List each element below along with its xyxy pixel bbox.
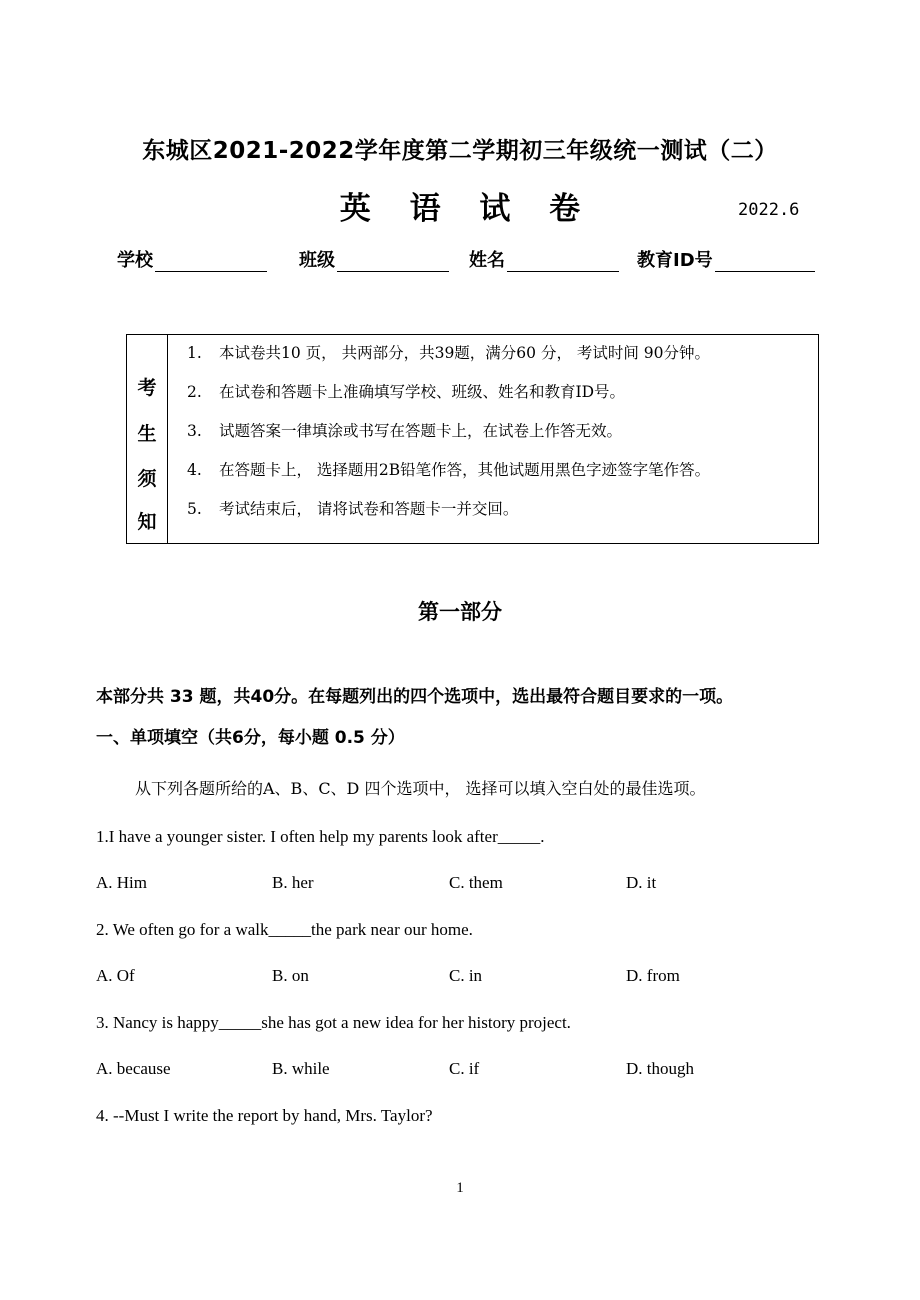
section-intro: 本部分共 33 题，共40分。在每题列出的四个选项中，选出最符合题目要求的一项。 (96, 687, 734, 707)
section-title: 第一部分 (418, 600, 502, 624)
answer-option: A. Him (96, 873, 147, 892)
field-education-id-blank (715, 251, 815, 272)
notice-item-text: 本试卷共10 页， 共两部分，共39题，满分60 分， 考试时间 90分钟。 (219, 344, 711, 362)
answer-option: C. in (449, 966, 483, 985)
field-education-id (637, 246, 815, 272)
notice-item (187, 497, 518, 519)
answer-option: C. if (449, 1059, 480, 1078)
notice-item (187, 419, 622, 441)
answer-option: A. Of (96, 966, 135, 985)
notice-heading-char: 考 (137, 377, 157, 399)
question-stem: 2. We often go for a walk_____the park near our home. (96, 920, 473, 939)
field-name (469, 246, 619, 272)
answer-option: B. her (272, 873, 314, 892)
question-stem: 1.I have a younger sister. I often help my parents look after_____. (96, 827, 545, 846)
notice-item-number: 3. (187, 422, 202, 440)
answer-option: D. from (626, 966, 680, 985)
notice-heading-char: 生 (137, 423, 157, 445)
notice-divider (167, 335, 168, 543)
notice-item (187, 380, 625, 402)
answer-option: B. on (272, 966, 309, 985)
notice-item-text: 在试卷和答题卡上准确填写学校、班级、姓名和教育ID号。 (219, 383, 626, 401)
field-education-id-label: 教育ID号 (637, 250, 713, 271)
notice-item-number: 1. (187, 344, 202, 362)
field-class-label: 班级 (299, 250, 335, 271)
question-stem: 3. Nancy is happy_____she has got a new idea for her history project. (96, 1013, 571, 1032)
candidate-notice-box (126, 334, 819, 544)
field-name-blank (507, 251, 619, 272)
notice-item (187, 458, 710, 480)
field-class (299, 246, 449, 272)
notice-item-text: 试题答案一律填涂或书写在答题卡上，在试卷上作答无效。 (219, 422, 623, 440)
field-name-label: 姓名 (469, 250, 505, 271)
field-school-blank (155, 251, 267, 272)
question-stem: 4. --Must I write the report by hand, Mrs. Taylor? (96, 1106, 433, 1125)
part-heading: 一、单项填空（共6分，每小题 0.5 分） (96, 728, 405, 748)
answer-option: D. it (626, 873, 657, 892)
notice-heading-char: 须 (137, 468, 157, 490)
notice-item-number: 4. (187, 461, 202, 479)
notice-item-number: 2. (187, 383, 202, 401)
field-school-label: 学校 (117, 250, 153, 271)
field-school (117, 246, 267, 272)
notice-heading-char: 知 (137, 511, 157, 533)
answer-option: A. because (96, 1059, 171, 1078)
exam-subject-title: 英 语 试 卷 (339, 191, 595, 227)
answer-option: D. though (626, 1059, 694, 1078)
notice-item (187, 341, 710, 363)
notice-item-number: 5. (187, 500, 202, 518)
field-class-blank (337, 251, 449, 272)
notice-item-text: 考试结束后， 请将试卷和答题卡一并交回。 (219, 500, 519, 518)
part-instruction: 从下列各题所给的A、B、C、D 四个选项中， 选择可以填入空白处的最佳选项。 (135, 779, 706, 798)
exam-date: 2022.6 (738, 200, 800, 220)
notice-item-text: 在答题卡上， 选择题用2B铅笔作答，其他试题用黑色字迹签字笔作答。 (219, 461, 711, 479)
exam-title: 东城区2021-2022学年度第二学期初三年级统一测试（二） (142, 138, 778, 164)
answer-option: C. them (449, 873, 503, 892)
page-number: 1 (456, 1180, 464, 1196)
answer-option: B. while (272, 1059, 330, 1078)
